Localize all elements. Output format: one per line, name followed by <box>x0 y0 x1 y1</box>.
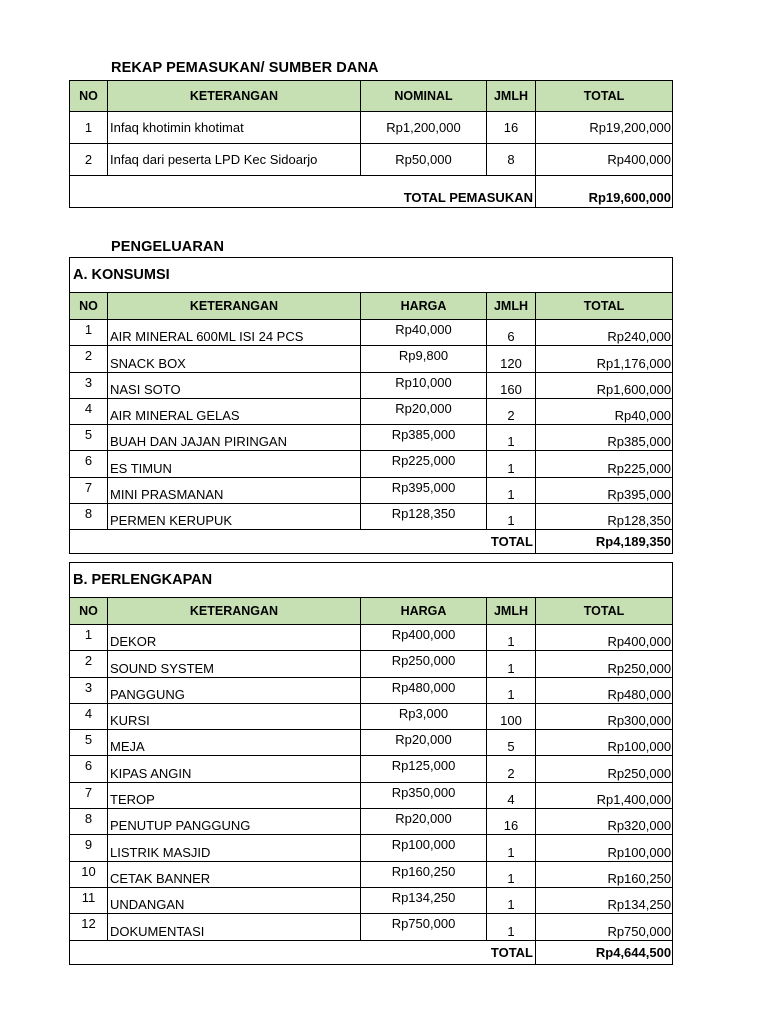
cell-keterangan: TEROP <box>108 782 361 808</box>
cell-jmlh: 1 <box>487 677 536 703</box>
cell-no: 11 <box>70 887 108 913</box>
cell-jmlh: 160 <box>487 372 536 398</box>
cell-no: 1 <box>70 112 108 144</box>
cell-harga: Rp160,250 <box>361 861 487 887</box>
perlengkapan-table <box>69 562 673 965</box>
cell-jmlh: 5 <box>487 730 536 756</box>
cell-total: Rp134,250 <box>536 887 673 913</box>
income-summary-row <box>70 176 673 208</box>
cell-keterangan: LISTRIK MASJID <box>108 835 361 861</box>
cell-total: Rp40,000 <box>536 398 673 424</box>
table-row <box>70 320 673 346</box>
table-row <box>70 835 673 861</box>
income-title: REKAP PEMASUKAN/ SUMBER DANA <box>111 60 379 76</box>
table-row <box>70 730 673 756</box>
cell-jmlh: 16 <box>487 809 536 835</box>
income-header-row <box>70 81 673 112</box>
cell-jmlh: 100 <box>487 703 536 729</box>
cell-no: 6 <box>70 451 108 477</box>
col-header-no: NO <box>70 81 108 112</box>
cell-harga: Rp400,000 <box>361 625 487 651</box>
cell-harga: Rp100,000 <box>361 835 487 861</box>
cell-no: 6 <box>70 756 108 782</box>
cell-harga: Rp750,000 <box>361 914 487 940</box>
cell-harga: Rp134,250 <box>361 887 487 913</box>
cell-jmlh: 6 <box>487 320 536 346</box>
cell-keterangan: KIPAS ANGIN <box>108 756 361 782</box>
cell-harga: Rp3,000 <box>361 703 487 729</box>
cell-keterangan: DOKUMENTASI <box>108 914 361 940</box>
cell-harga: Rp128,350 <box>361 504 487 530</box>
konsumsi-table <box>69 257 673 554</box>
cell-keterangan: Infaq dari peserta LPD Kec Sidoarjo <box>108 144 361 176</box>
income-table <box>69 80 673 208</box>
table-row <box>70 504 673 530</box>
cell-keterangan: Infaq khotimin khotimat <box>108 112 361 144</box>
cell-nominal: Rp1,200,000 <box>361 112 487 144</box>
cell-no: 8 <box>70 809 108 835</box>
cell-harga: Rp395,000 <box>361 477 487 503</box>
cell-no: 5 <box>70 730 108 756</box>
income-sum-label: TOTAL PEMASUKAN <box>70 176 536 208</box>
cell-total: Rp100,000 <box>536 835 673 861</box>
cell-harga: Rp20,000 <box>361 398 487 424</box>
col-header-jmlh: JMLH <box>487 81 536 112</box>
cell-total: Rp128,350 <box>536 504 673 530</box>
perlengkapan-sum-value: Rp4,644,500 <box>536 940 673 964</box>
cell-harga: Rp250,000 <box>361 651 487 677</box>
konsumsi-header-row <box>70 293 673 320</box>
table-row <box>70 625 673 651</box>
table-row <box>70 861 673 887</box>
konsumsi-sum-value: Rp4,189,350 <box>536 530 673 554</box>
cell-no: 7 <box>70 782 108 808</box>
cell-no: 8 <box>70 504 108 530</box>
table-row <box>70 651 673 677</box>
cell-total: Rp225,000 <box>536 451 673 477</box>
cell-jmlh: 1 <box>487 477 536 503</box>
col-header-jmlh: JMLH <box>487 598 536 625</box>
cell-harga: Rp40,000 <box>361 320 487 346</box>
cell-harga: Rp225,000 <box>361 451 487 477</box>
cell-keterangan: BUAH DAN JAJAN PIRINGAN <box>108 425 361 451</box>
table-row <box>70 677 673 703</box>
col-header-harga: HARGA <box>361 598 487 625</box>
cell-total: Rp240,000 <box>536 320 673 346</box>
cell-harga: Rp385,000 <box>361 425 487 451</box>
cell-jmlh: 2 <box>487 398 536 424</box>
cell-no: 4 <box>70 398 108 424</box>
table-row <box>70 425 673 451</box>
cell-total: Rp19,200,000 <box>536 112 673 144</box>
cell-total: Rp400,000 <box>536 625 673 651</box>
cell-jmlh: 1 <box>487 835 536 861</box>
cell-total: Rp1,400,000 <box>536 782 673 808</box>
col-header-jmlh: JMLH <box>487 293 536 320</box>
cell-keterangan: ES TIMUN <box>108 451 361 477</box>
table-row <box>70 782 673 808</box>
table-row <box>70 346 673 372</box>
table-row <box>70 914 673 940</box>
col-header-harga: HARGA <box>361 293 487 320</box>
cell-keterangan: PANGGUNG <box>108 677 361 703</box>
cell-no: 2 <box>70 346 108 372</box>
cell-no: 7 <box>70 477 108 503</box>
table-row <box>70 477 673 503</box>
cell-total: Rp750,000 <box>536 914 673 940</box>
col-header-total: TOTAL <box>536 598 673 625</box>
cell-harga: Rp10,000 <box>361 372 487 398</box>
expense-title: PENGELUARAN <box>111 239 225 255</box>
cell-total: Rp250,000 <box>536 651 673 677</box>
cell-keterangan: AIR MINERAL 600ML ISI 24 PCS <box>108 320 361 346</box>
cell-keterangan: SNACK BOX <box>108 346 361 372</box>
cell-jmlh: 1 <box>487 651 536 677</box>
table-row <box>70 372 673 398</box>
konsumsi-sum-label: TOTAL <box>70 530 536 554</box>
perlengkapan-section-title: B. PERLENGKAPAN <box>70 563 673 598</box>
cell-jmlh: 1 <box>487 425 536 451</box>
cell-jmlh: 1 <box>487 861 536 887</box>
cell-keterangan: PENUTUP PANGGUNG <box>108 809 361 835</box>
table-row <box>70 398 673 424</box>
cell-jmlh: 8 <box>487 144 536 176</box>
cell-jmlh: 1 <box>487 504 536 530</box>
cell-jmlh: 1 <box>487 451 536 477</box>
cell-no: 3 <box>70 677 108 703</box>
cell-jmlh: 4 <box>487 782 536 808</box>
konsumsi-summary-row <box>70 530 673 554</box>
cell-nominal: Rp50,000 <box>361 144 487 176</box>
cell-total: Rp400,000 <box>536 144 673 176</box>
table-row <box>70 112 673 144</box>
cell-total: Rp250,000 <box>536 756 673 782</box>
cell-no: 4 <box>70 703 108 729</box>
cell-keterangan: KURSI <box>108 703 361 729</box>
cell-no: 1 <box>70 625 108 651</box>
table-row <box>70 887 673 913</box>
cell-harga: Rp20,000 <box>361 730 487 756</box>
table-row <box>70 756 673 782</box>
cell-jmlh: 1 <box>487 914 536 940</box>
konsumsi-section-row <box>70 258 673 293</box>
cell-harga: Rp350,000 <box>361 782 487 808</box>
income-sum-value: Rp19,600,000 <box>536 176 673 208</box>
cell-no: 9 <box>70 835 108 861</box>
cell-no: 2 <box>70 651 108 677</box>
perlengkapan-section-row <box>70 563 673 598</box>
cell-no: 1 <box>70 320 108 346</box>
cell-keterangan: UNDANGAN <box>108 887 361 913</box>
cell-keterangan: CETAK BANNER <box>108 861 361 887</box>
cell-jmlh: 120 <box>487 346 536 372</box>
cell-total: Rp1,176,000 <box>536 346 673 372</box>
col-header-no: NO <box>70 598 108 625</box>
table-row <box>70 451 673 477</box>
col-header-nominal: NOMINAL <box>361 81 487 112</box>
cell-total: Rp100,000 <box>536 730 673 756</box>
konsumsi-section-title: A. KONSUMSI <box>70 258 673 293</box>
cell-no: 5 <box>70 425 108 451</box>
cell-no: 3 <box>70 372 108 398</box>
cell-total: Rp480,000 <box>536 677 673 703</box>
perlengkapan-sum-label: TOTAL <box>70 940 536 964</box>
cell-total: Rp320,000 <box>536 809 673 835</box>
cell-keterangan: NASI SOTO <box>108 372 361 398</box>
col-header-total: TOTAL <box>536 293 673 320</box>
cell-total: Rp385,000 <box>536 425 673 451</box>
cell-no: 10 <box>70 861 108 887</box>
cell-total: Rp395,000 <box>536 477 673 503</box>
cell-keterangan: AIR MINERAL GELAS <box>108 398 361 424</box>
cell-total: Rp300,000 <box>536 703 673 729</box>
col-header-total: TOTAL <box>536 81 673 112</box>
cell-no: 2 <box>70 144 108 176</box>
col-header-keterangan: KETERANGAN <box>108 598 361 625</box>
cell-harga: Rp9,800 <box>361 346 487 372</box>
table-row <box>70 144 673 176</box>
cell-keterangan: DEKOR <box>108 625 361 651</box>
col-header-keterangan: KETERANGAN <box>108 293 361 320</box>
cell-total: Rp1,600,000 <box>536 372 673 398</box>
cell-jmlh: 16 <box>487 112 536 144</box>
perlengkapan-header-row <box>70 598 673 625</box>
cell-keterangan: SOUND SYSTEM <box>108 651 361 677</box>
cell-keterangan: MINI PRASMANAN <box>108 477 361 503</box>
cell-harga: Rp480,000 <box>361 677 487 703</box>
cell-keterangan: MEJA <box>108 730 361 756</box>
col-header-keterangan: KETERANGAN <box>108 81 361 112</box>
cell-no: 12 <box>70 914 108 940</box>
col-header-no: NO <box>70 293 108 320</box>
table-row <box>70 703 673 729</box>
table-row <box>70 809 673 835</box>
cell-harga: Rp125,000 <box>361 756 487 782</box>
cell-total: Rp160,250 <box>536 861 673 887</box>
cell-keterangan: PERMEN KERUPUK <box>108 504 361 530</box>
cell-jmlh: 2 <box>487 756 536 782</box>
perlengkapan-summary-row <box>70 940 673 964</box>
cell-jmlh: 1 <box>487 625 536 651</box>
cell-harga: Rp20,000 <box>361 809 487 835</box>
cell-jmlh: 1 <box>487 887 536 913</box>
